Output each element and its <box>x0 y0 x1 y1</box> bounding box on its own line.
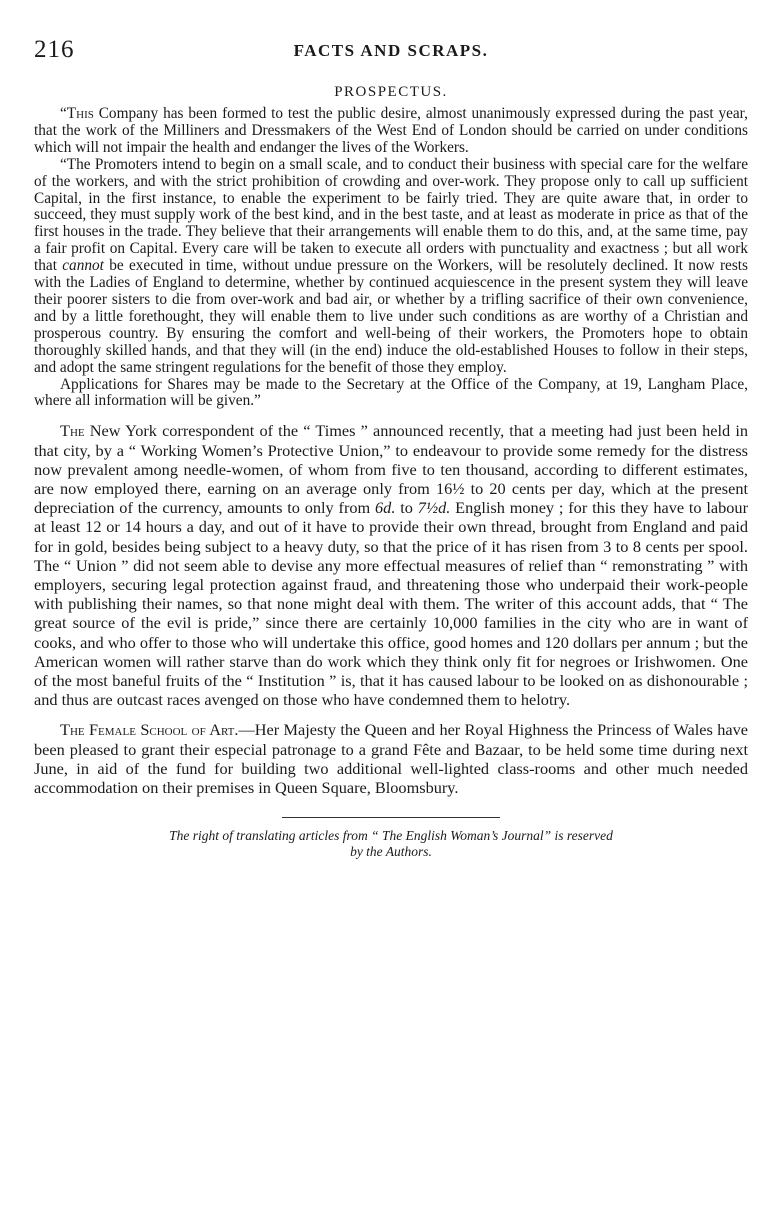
paragraph-gap <box>34 410 748 421</box>
prospectus-paragraph-1 <box>34 106 748 157</box>
female-school-text: —Her Majesty the Queen and her Royal Highness the Princess of Wales have been pleased to grant their especial patronage to a grand Fête and Bazaar, to be held some time during next June, in aid of the fund for building two additional well-lighted class-rooms and other much needed accommodation on their premises in Queen Square, Bloomsbury. <box>34 720 748 797</box>
running-title: FACTS AND SCRAPS. <box>293 41 489 60</box>
new-york-lead-word: The <box>60 421 85 441</box>
prospectus-lead-word: “This <box>60 105 94 122</box>
copyright-line-2: by the Authors. <box>350 844 432 860</box>
new-york-text-2: to <box>395 498 418 518</box>
copyright-notice <box>34 828 748 860</box>
new-york-text-1: New York correspondent of the “ Times ” announced recently, that a meeting had just been held in that city, by a “ Working Women’s Protective Union,” to endeavour to provide some remedy for the distress now prevalent among needle-women, of whom from five to ten thousand, according to different estimates, are now employed there, earning on an average only from 16½ to 20 cents per day, which at the present depreciation of the currency, amounts to only from <box>34 421 748 518</box>
copyright-line-1: The right of translating articles from “ The English Woman’s Journal” is reserved <box>169 828 613 844</box>
prospectus-heading: PROSPECTUS. <box>334 84 448 100</box>
new-york-paragraph <box>34 421 748 709</box>
amount-pence-b: 7½d. <box>417 498 451 518</box>
new-york-text-3: English money ; for this they have to labour at least 12 or 14 hours a day, and out of it have to provide their own thread, brought from England and paid for in gold, besides being subject to a heavy duty, so that the price of it has risen from 3 to 8 cents per spool. The “ Union ” did not seem able to devise any more effectual measures of relief than “ remonstrating ” with employers, securing legal protection against fraud, and threatening those who underpaid their work-people with publishing their names, so that none might deal with them. The writer of this account adds, that “ The great source of the evil is pride,” since there are certainly 10,000 families in the city who are in want of cooks, and who offer to those who will undertake this office, good homes and 120 dollars per annum ; but the American women will rather starve than do work which they think only fit for negroes or Irishwomen. One of the most baneful fruits of the “ Institution ” is, that it has caused labour to be looked on as dishonourable ; and thus are outcast races avenged on those who have condemned them to helotry. <box>34 498 748 710</box>
female-school-lead: The Female School of Art. <box>60 720 239 740</box>
emphasis-cannot: cannot <box>62 257 104 275</box>
prospectus-paragraph-2-text: “The Promoters intend to begin on a small scale, and to conduct their business with special care for the welfare of the workers, and with the strict prohibition of crowding and over-work. They propose only to call up sufficient Capital, in the first instance, to enable the experiment to be fairly tried. They are quite aware that, in order to succeed, they must supply work of the best kind, and in the best taste, and at least as moderate in price as that of the first houses in the trade. They believe that their arrangements will enable them to do this, and, at the same time, pay a fair profit on Capital. Every care will be taken to execute all orders with punctuality and exactness ; but all work that <box>34 155 748 275</box>
page <box>34 36 748 860</box>
prospectus-paragraph-3 <box>34 377 748 411</box>
female-school-paragraph <box>34 720 748 797</box>
prospectus-paragraph-1-text: Company has been formed to test the public desire, almost unanimously expressed during the past year, that the work of the Milliners and Dressmakers of the West End of London should be carried on under conditions which will not impair the health and endanger the lives of the Workers. <box>34 105 748 156</box>
running-head <box>34 36 748 66</box>
divider-rule <box>282 817 500 818</box>
amount-pence-a: 6d. <box>375 498 396 518</box>
page-number: 216 <box>34 36 75 63</box>
paragraph-gap <box>34 709 748 720</box>
prospectus-paragraph-2 <box>34 157 748 377</box>
prospectus-paragraph-3-text: Applications for Shares may be made to the Secretary at the Office of the Company, at 19, Langham Place, where all information will be given.” <box>34 375 748 410</box>
prospectus-paragraph-2-rest: be executed in time, without undue pressure on the Workers, will be resolutely declined. It now rests with the Ladies of England to determine, whether by continued acquiescence in the present system they will leave their poorer sisters to die from over-work and bad air, or whether by a trifling sacrifice of their own convenience, and by a little forethought, they will enable them to live under such conditions as are worthy of a Christian and prosperous country. By ensuring the comfort and well-being of their workers, the Promoters hope to obtain thoroughly skilled hands, and that they will (in the end) induce the old-established Houses to follow in their steps, and adopt the same stringent regulations for the benefit of those they employ. <box>34 257 749 376</box>
